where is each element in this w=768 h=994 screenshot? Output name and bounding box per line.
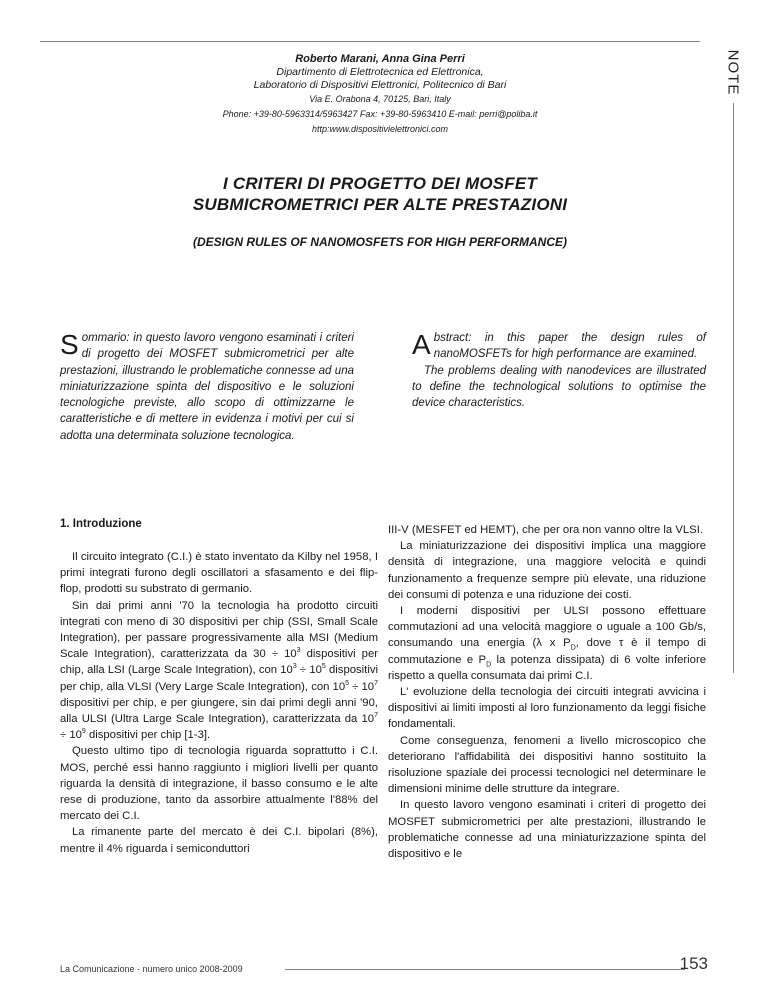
author-block xyxy=(60,52,700,137)
top-rule xyxy=(40,41,700,42)
page-number: 153 xyxy=(679,954,708,973)
department: Dipartimento di Elettrotecnica ed Elettronica, xyxy=(276,66,484,78)
paragraph: La rimanente parte del mercato è dei C.I. bipolari (8%), mentre il 4% riguarda i semiconduttori xyxy=(60,826,378,855)
website: http:www.dispositivielettronici.com xyxy=(311,124,449,134)
abstract-it-text: ommario: in questo lavoro vengono esaminati i criteri di progetto dei MOSFET submicrometrici per alte prestazioni, illustrando le problematiche connesse ad una miniaturizzazione spinta del dispositivo e le soluzioni tecnologiche previste, allo scopo di ottimizzarne le caratteristiche e di mettere in evidenza i motivi per cui si adotta una determinata soluzione tecnologica. xyxy=(60,332,354,442)
title-line-1: I CRITERI DI PROGETTO DEI MOSFET xyxy=(223,174,537,193)
section-tab xyxy=(722,42,744,102)
paper-title xyxy=(60,173,700,215)
paragraph: Il circuito integrato (C.I.) è stato inventato da Kilby nel 1958, I primi integrati furono degli oscillatori a sfasamento e dei flip-flop, prodotti su substrato di germanio. xyxy=(60,551,378,596)
paragraph: Questo ultimo tipo di tecnologia riguarda soprattutto i C.I. MOS, perché essi hanno raggiunto i migliori livelli per quanto riguarda la densità di integrazione, il basso consumo e le alte rese di produzione, tanto da assorbire attualmente l'88% del mercato dei C.I. xyxy=(60,745,378,823)
abstract-english xyxy=(412,330,706,411)
paragraph: Sin dai primi anni '70 la tecnologia ha prodotto circuiti integrati con meno di 30 dispositivi per chip (SSI, Small Scale Integration), per passare progressivamente alla MSI (Medium Scale Integration), caratterizzata da $30 \div 10^3$ dispositivi per chip, alla LSI (Large Scale Integration), con $10^3 \div 10^5$ dispositivi per chip, alla VLSI (Very Large Scale Integration), con $10^5 \div 10^7$ dispositivi per chip, e per giungere, sin dai primi degli anni '90, alla ULSI (Ultra Large Scale Integration), caratterizzata da $10^7 \div 10^9$ dispositivi per chip [1-3]. xyxy=(60,599,378,742)
contact-line: Phone: +39-80-5963314/5963427 Fax: +39-80-5963410 E-mail: perri@poliba.it xyxy=(222,109,538,119)
title-line-2: SUBMICROMETRICI PER ALTE PRESTAZIONI xyxy=(192,195,568,214)
journal-footer: La Comunicazione - numero unico 2008-2009 xyxy=(60,964,243,974)
address: Via E. Orabona 4, 70125, Bari, Italy xyxy=(309,94,451,104)
footer-rule xyxy=(285,969,685,970)
abstract-en-initial: A xyxy=(412,329,431,360)
authors: Roberto Marani, Anna Gina Perri xyxy=(295,53,465,65)
paragraph: I moderni dispositivi per ULSI possono effettuare commutazioni ad una velocità maggiore o uguale a 100 Gb/s, consumando una energia (λ x $P_D$, dove τ è il tempo di commutazione e $P_D$ la potenza dissipata) di 6 volte inferiore rispetto a quella consumata dai primi C.I. xyxy=(388,605,706,682)
abstract-italian xyxy=(60,330,354,444)
abstract-en-text: bstract: in this paper the design rules of nanoMOSFETs for high performance are examined. xyxy=(433,332,706,361)
right-column xyxy=(388,522,706,862)
abstract-it-initial: S xyxy=(60,329,79,360)
paragraph: III-V (MESFET ed HEMT), che per ora non vanno oltre la VLSI. xyxy=(388,524,703,536)
laboratory: Laboratorio di Dispositivi Elettronici, Politecnico di Bari xyxy=(253,79,507,91)
section-tab-label: NOTE xyxy=(724,49,742,95)
left-column xyxy=(60,518,378,857)
english-title: (DESIGN RULES OF NANOMOSFETS FOR HIGH PERFORMANCE) xyxy=(192,235,567,249)
paragraph: In questo lavoro vengono esaminati i criteri di progetto dei MOSFET submicrometrici per alte prestazioni, illustrando le problematiche connesse ad una miniaturizzazione spinta del dispositivo e le xyxy=(388,799,706,861)
paragraph: L' evoluzione della tecnologia dei circuiti integrati avvicina i dispositivi ai limiti imposti al loro funzionamento da leggi fisiche fondamentali. xyxy=(388,686,706,731)
abstract-en-text-2: The problems dealing with nanodevices are illustrated to define the technological solutions to optimise the device characteristics. xyxy=(412,364,706,410)
paragraph: La miniaturizzazione dei dispositivi implica una maggiore densità di integrazione, una maggiore velocità e quindi funzionamento a frequenze sempre più elevate, una riduzione dei consumi di potenza e una riduzione dei costi. xyxy=(388,540,706,601)
section-heading: 1. Introduzione xyxy=(60,518,142,530)
side-rule xyxy=(733,103,734,673)
paragraph: Come conseguenza, fenomeni a livello microscopico che deteriorano l'affidabilità dei dispositivi hanno sostituito la risoluzione spaziale dei processi tecnologici nel determinare le dimensioni minime delle strutture da integrare. xyxy=(388,734,706,796)
